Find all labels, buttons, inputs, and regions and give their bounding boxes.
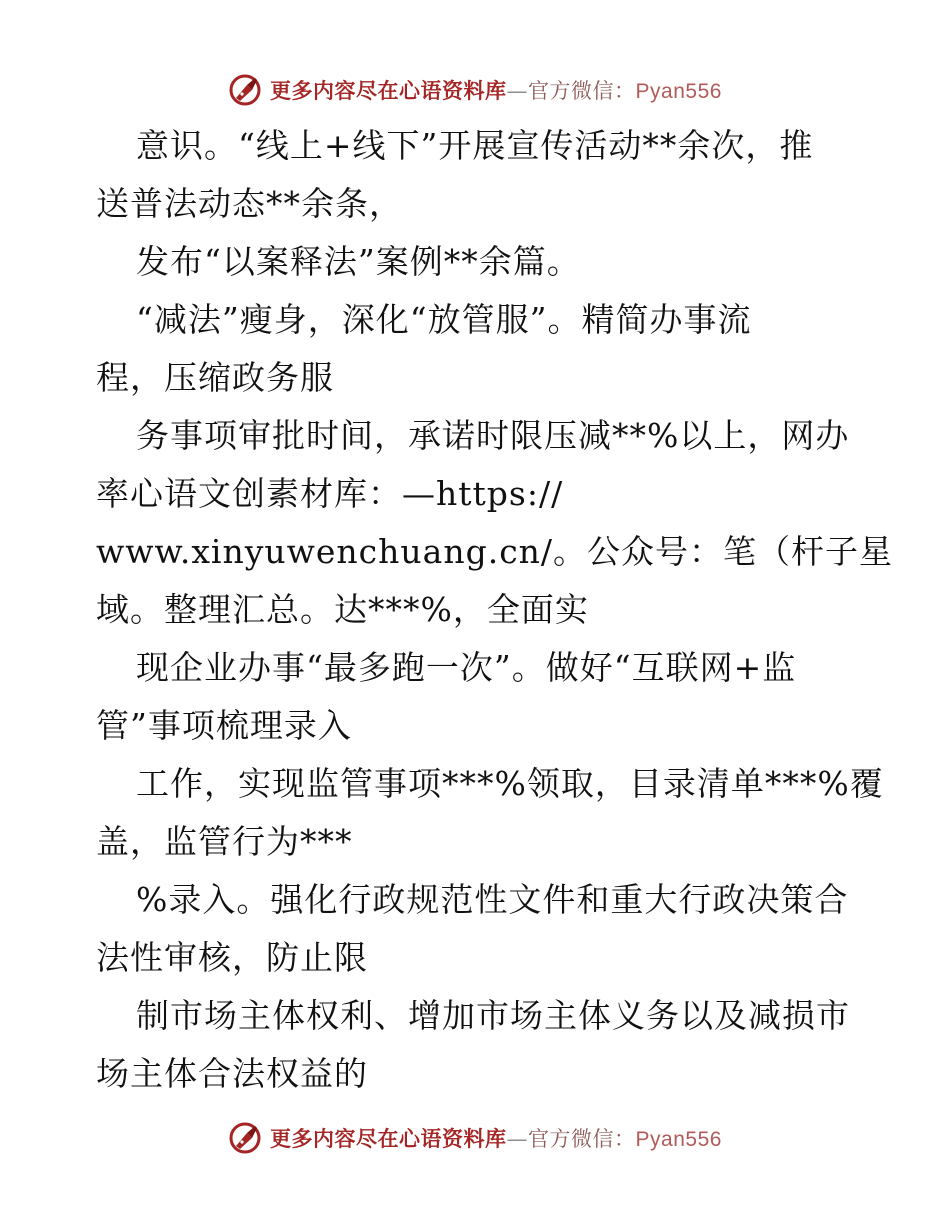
pen-nib-circle-icon — [228, 73, 262, 107]
header-banner — [0, 70, 950, 110]
text-line: “减法”瘦身，深化“放管服”。精简办事流 — [136, 300, 752, 339]
text-line: 法性审核，防止限 — [96, 938, 368, 977]
text-line: 场主体合法权益的 — [96, 1054, 368, 1093]
banner-wechat-label: 官方微信： — [528, 79, 636, 103]
text-line: 工作，实现监管事项***%领取，目录清单***%覆 — [136, 764, 884, 803]
text-line: 意识。“线上+线下”开展宣传活动**余次，推 — [136, 126, 814, 165]
banner-wechat-id: Pyan556 — [635, 1128, 722, 1151]
text-line: 现企业办事“最多跑一次”。做好“互联网+监 — [136, 648, 797, 687]
text-line: 域。整理汇总。达***%，全面实 — [96, 590, 589, 629]
text-line: 务事项审批时间，承诺时限压减**%以上，网办 — [136, 416, 850, 455]
banner-message — [270, 75, 722, 105]
text-line: %录入。强化行政规范性文件和重大行政决策合 — [136, 880, 849, 919]
text-line: 程，压缩政务服 — [96, 358, 334, 397]
pen-nib-circle-icon — [228, 1121, 262, 1155]
text-line: 盖，监管行为*** — [96, 822, 353, 861]
banner-main-text: 更多内容尽在心语资料库 — [270, 79, 507, 103]
text-line: 率心语文创素材库：—https:// — [96, 474, 564, 513]
document-body — [96, 117, 894, 1103]
text-line: 管”事项梳理录入 — [96, 706, 352, 745]
banner-separator: — — [506, 79, 529, 103]
banner-wechat-id: Pyan556 — [635, 80, 722, 103]
text-line: 发布“以案释法”案例**余篇。 — [136, 242, 581, 281]
banner-separator: — — [506, 1127, 529, 1151]
text-line: 送普法动态**余条， — [96, 184, 403, 223]
banner-main-text: 更多内容尽在心语资料库 — [270, 1127, 507, 1151]
footer-banner — [0, 1118, 950, 1158]
text-line: www.xinyuwenchuang.cn/。公众号：笔（杆子星 — [96, 532, 894, 571]
banner-wechat-label: 官方微信： — [528, 1127, 636, 1151]
text-line: 制市场主体权利、增加市场主体义务以及减损市 — [136, 996, 850, 1035]
banner-message — [270, 1123, 722, 1153]
